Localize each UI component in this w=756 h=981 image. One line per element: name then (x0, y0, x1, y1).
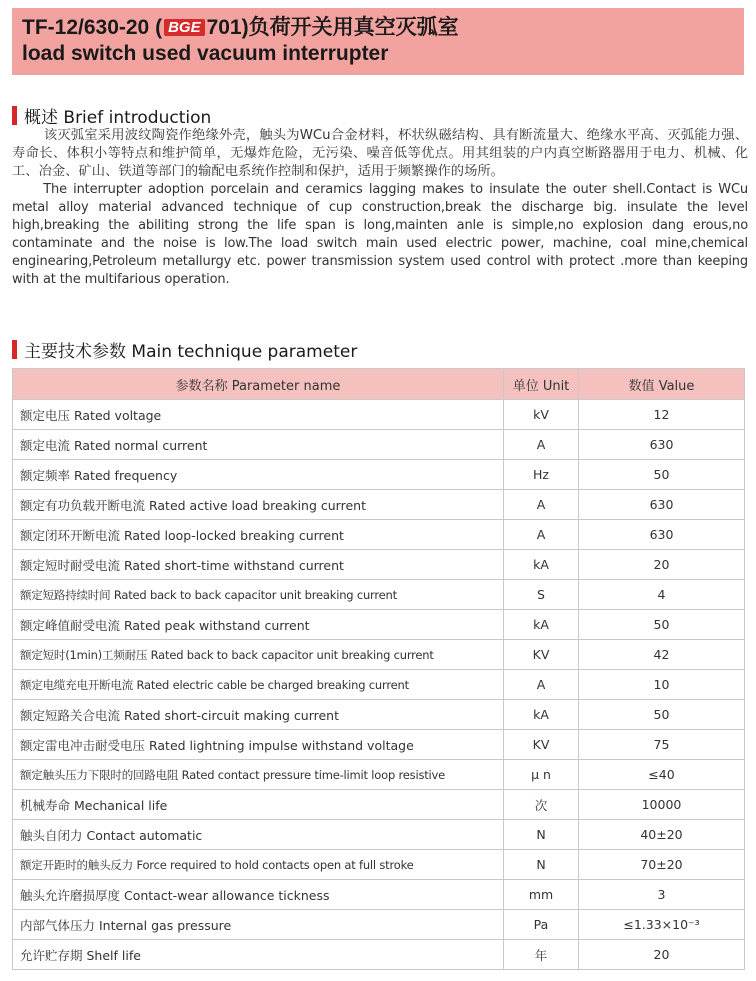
param-name-cell: 额定有功负载开断电流 Rated active load breaking current (13, 490, 504, 520)
intro-heading-text: 概述 Brief introduction (24, 107, 212, 128)
param-value-cell: 70±20 (579, 850, 745, 880)
param-name-cell: 额定电压 Rated voltage (13, 400, 504, 430)
params-heading (12, 339, 358, 362)
intro-heading (12, 105, 212, 128)
intro-zh-paragraph: 该灭弧室采用波纹陶瓷作绝缘外壳，触头为WCu合金材料，杯状纵磁结构、具有断流量大、绝缘水平高、灭弧能力强、寿命长、体积小等特点和维护简单，无爆炸危险，无污染、噪音低等优点。用其组装的户内真空断路器用于电力、机械、化工、冶金、矿山、铁道等部门的输配电系统作控制和保护，适用于频繁操作的场所。 (12, 128, 748, 179)
table-row (13, 490, 745, 520)
param-unit-cell: 次 (504, 790, 579, 820)
column-header-unit: 单位 Unit (504, 369, 579, 400)
title-banner (12, 8, 744, 75)
param-unit-cell: A (504, 430, 579, 460)
param-value-cell: 50 (579, 460, 745, 490)
param-name-cell: 额定短时(1min)工频耐压 Rated back to back capacitor unit breaking current (13, 640, 504, 670)
param-value-cell: 50 (579, 610, 745, 640)
table-row (13, 790, 745, 820)
table-body (13, 400, 745, 970)
param-unit-cell: μ n (504, 760, 579, 790)
param-value-cell: 630 (579, 430, 745, 460)
param-name-cell: 额定峰值耐受电流 Rated peak withstand current (13, 610, 504, 640)
param-value-cell: 75 (579, 730, 745, 760)
table-row (13, 400, 745, 430)
param-unit-cell: KV (504, 640, 579, 670)
param-name-cell: 额定电缆充电开断电流 Rated electric cable be charged breaking current (13, 670, 504, 700)
table-row (13, 880, 745, 910)
param-value-cell: 10000 (579, 790, 745, 820)
table-row (13, 550, 745, 580)
product-subtitle: load switch used vacuum interrupter (22, 42, 389, 65)
param-value-cell: 10 (579, 670, 745, 700)
param-unit-cell: kA (504, 610, 579, 640)
table-row (13, 850, 745, 880)
table-row (13, 640, 745, 670)
param-value-cell: ≤1.33×10⁻³ (579, 910, 745, 940)
param-name-cell: 允许贮存期 Shelf life (13, 940, 504, 970)
param-value-cell: 630 (579, 490, 745, 520)
table-row (13, 610, 745, 640)
param-name-cell: 额定短路关合电流 Rated short-circuit making current (13, 700, 504, 730)
table-row (13, 940, 745, 970)
param-unit-cell: A (504, 670, 579, 700)
param-unit-cell: kA (504, 550, 579, 580)
table-row (13, 670, 745, 700)
param-value-cell: 630 (579, 520, 745, 550)
param-name-cell: 触头允许磨损厚度 Contact-wear allowance tickness (13, 880, 504, 910)
param-unit-cell: kA (504, 700, 579, 730)
param-name-cell: 额定开距时的触头反力 Force required to hold contacts open at full stroke (13, 850, 504, 880)
param-name-cell: 额定雷电冲击耐受电压 Rated lightning impulse withstand voltage (13, 730, 504, 760)
params-heading-text: 主要技术参数 Main technique parameter (24, 341, 358, 362)
table-row (13, 730, 745, 760)
param-name-cell: 额定电流 Rated normal current (13, 430, 504, 460)
param-unit-cell: N (504, 820, 579, 850)
intro-en-paragraph: The interrupter adoption porcelain and ceramics lagging makes to insulate the outer shell.Contact is WCu metal alloy material advanced technique of cup construction,break the discharge big. insulate the level high,breaking the abiliting strong the life span is long,mainten anle is simple,no explosion dang erous,no contaminate and the noise is low.The load switch main used electric power, machine, coal mine,chemical enginearing,Petroleum metallurgy etc. power transmission system used control with protect .more than keeping with at the multifarious operation. (12, 182, 748, 287)
param-name-cell: 额定触头压力下限时的回路电阻 Rated contact pressure time-limit loop resistive (13, 760, 504, 790)
param-value-cell: 20 (579, 940, 745, 970)
heading-accent-bar (12, 340, 17, 359)
param-unit-cell: Pa (504, 910, 579, 940)
param-unit-cell: A (504, 520, 579, 550)
table-row (13, 430, 745, 460)
param-value-cell: 3 (579, 880, 745, 910)
param-unit-cell: mm (504, 880, 579, 910)
param-name-cell: 额定频率 Rated frequency (13, 460, 504, 490)
param-name-cell: 额定短路持续时间 Rated back to back capacitor unit breaking current (13, 580, 504, 610)
table-row (13, 520, 745, 550)
param-unit-cell: N (504, 850, 579, 880)
title-suffix: 701)负荷开关用真空灭弧室 (206, 16, 459, 39)
table-row (13, 820, 745, 850)
param-name-cell: 额定短时耐受电流 Rated short-time withstand current (13, 550, 504, 580)
heading-accent-bar (12, 106, 17, 125)
param-name-cell: 机械寿命 Mechanical life (13, 790, 504, 820)
title-prefix: TF-12/630-20 ( (22, 16, 163, 39)
parameter-table (12, 368, 745, 970)
param-value-cell: 50 (579, 700, 745, 730)
param-value-cell: 20 (579, 550, 745, 580)
table-row (13, 700, 745, 730)
param-name-cell: 额定闭环开断电流 Rated loop-locked breaking current (13, 520, 504, 550)
param-unit-cell: KV (504, 730, 579, 760)
param-value-cell: ≤40 (579, 760, 745, 790)
table-header-row (13, 369, 745, 400)
brand-logo: BGE (164, 19, 205, 36)
param-unit-cell: kV (504, 400, 579, 430)
param-value-cell: 4 (579, 580, 745, 610)
column-header-value: 数值 Value (579, 369, 745, 400)
param-name-cell: 内部气体压力 Internal gas pressure (13, 910, 504, 940)
column-header-name: 参数名称 Parameter name (13, 369, 504, 400)
param-value-cell: 12 (579, 400, 745, 430)
table-row (13, 460, 745, 490)
param-unit-cell: S (504, 580, 579, 610)
intro-body (12, 127, 748, 289)
param-value-cell: 42 (579, 640, 745, 670)
product-title (22, 15, 744, 41)
param-value-cell: 40±20 (579, 820, 745, 850)
param-unit-cell: 年 (504, 940, 579, 970)
param-unit-cell: A (504, 490, 579, 520)
param-unit-cell: Hz (504, 460, 579, 490)
table-row (13, 910, 745, 940)
table-row (13, 760, 745, 790)
param-name-cell: 触头自闭力 Contact automatic (13, 820, 504, 850)
table-row (13, 580, 745, 610)
